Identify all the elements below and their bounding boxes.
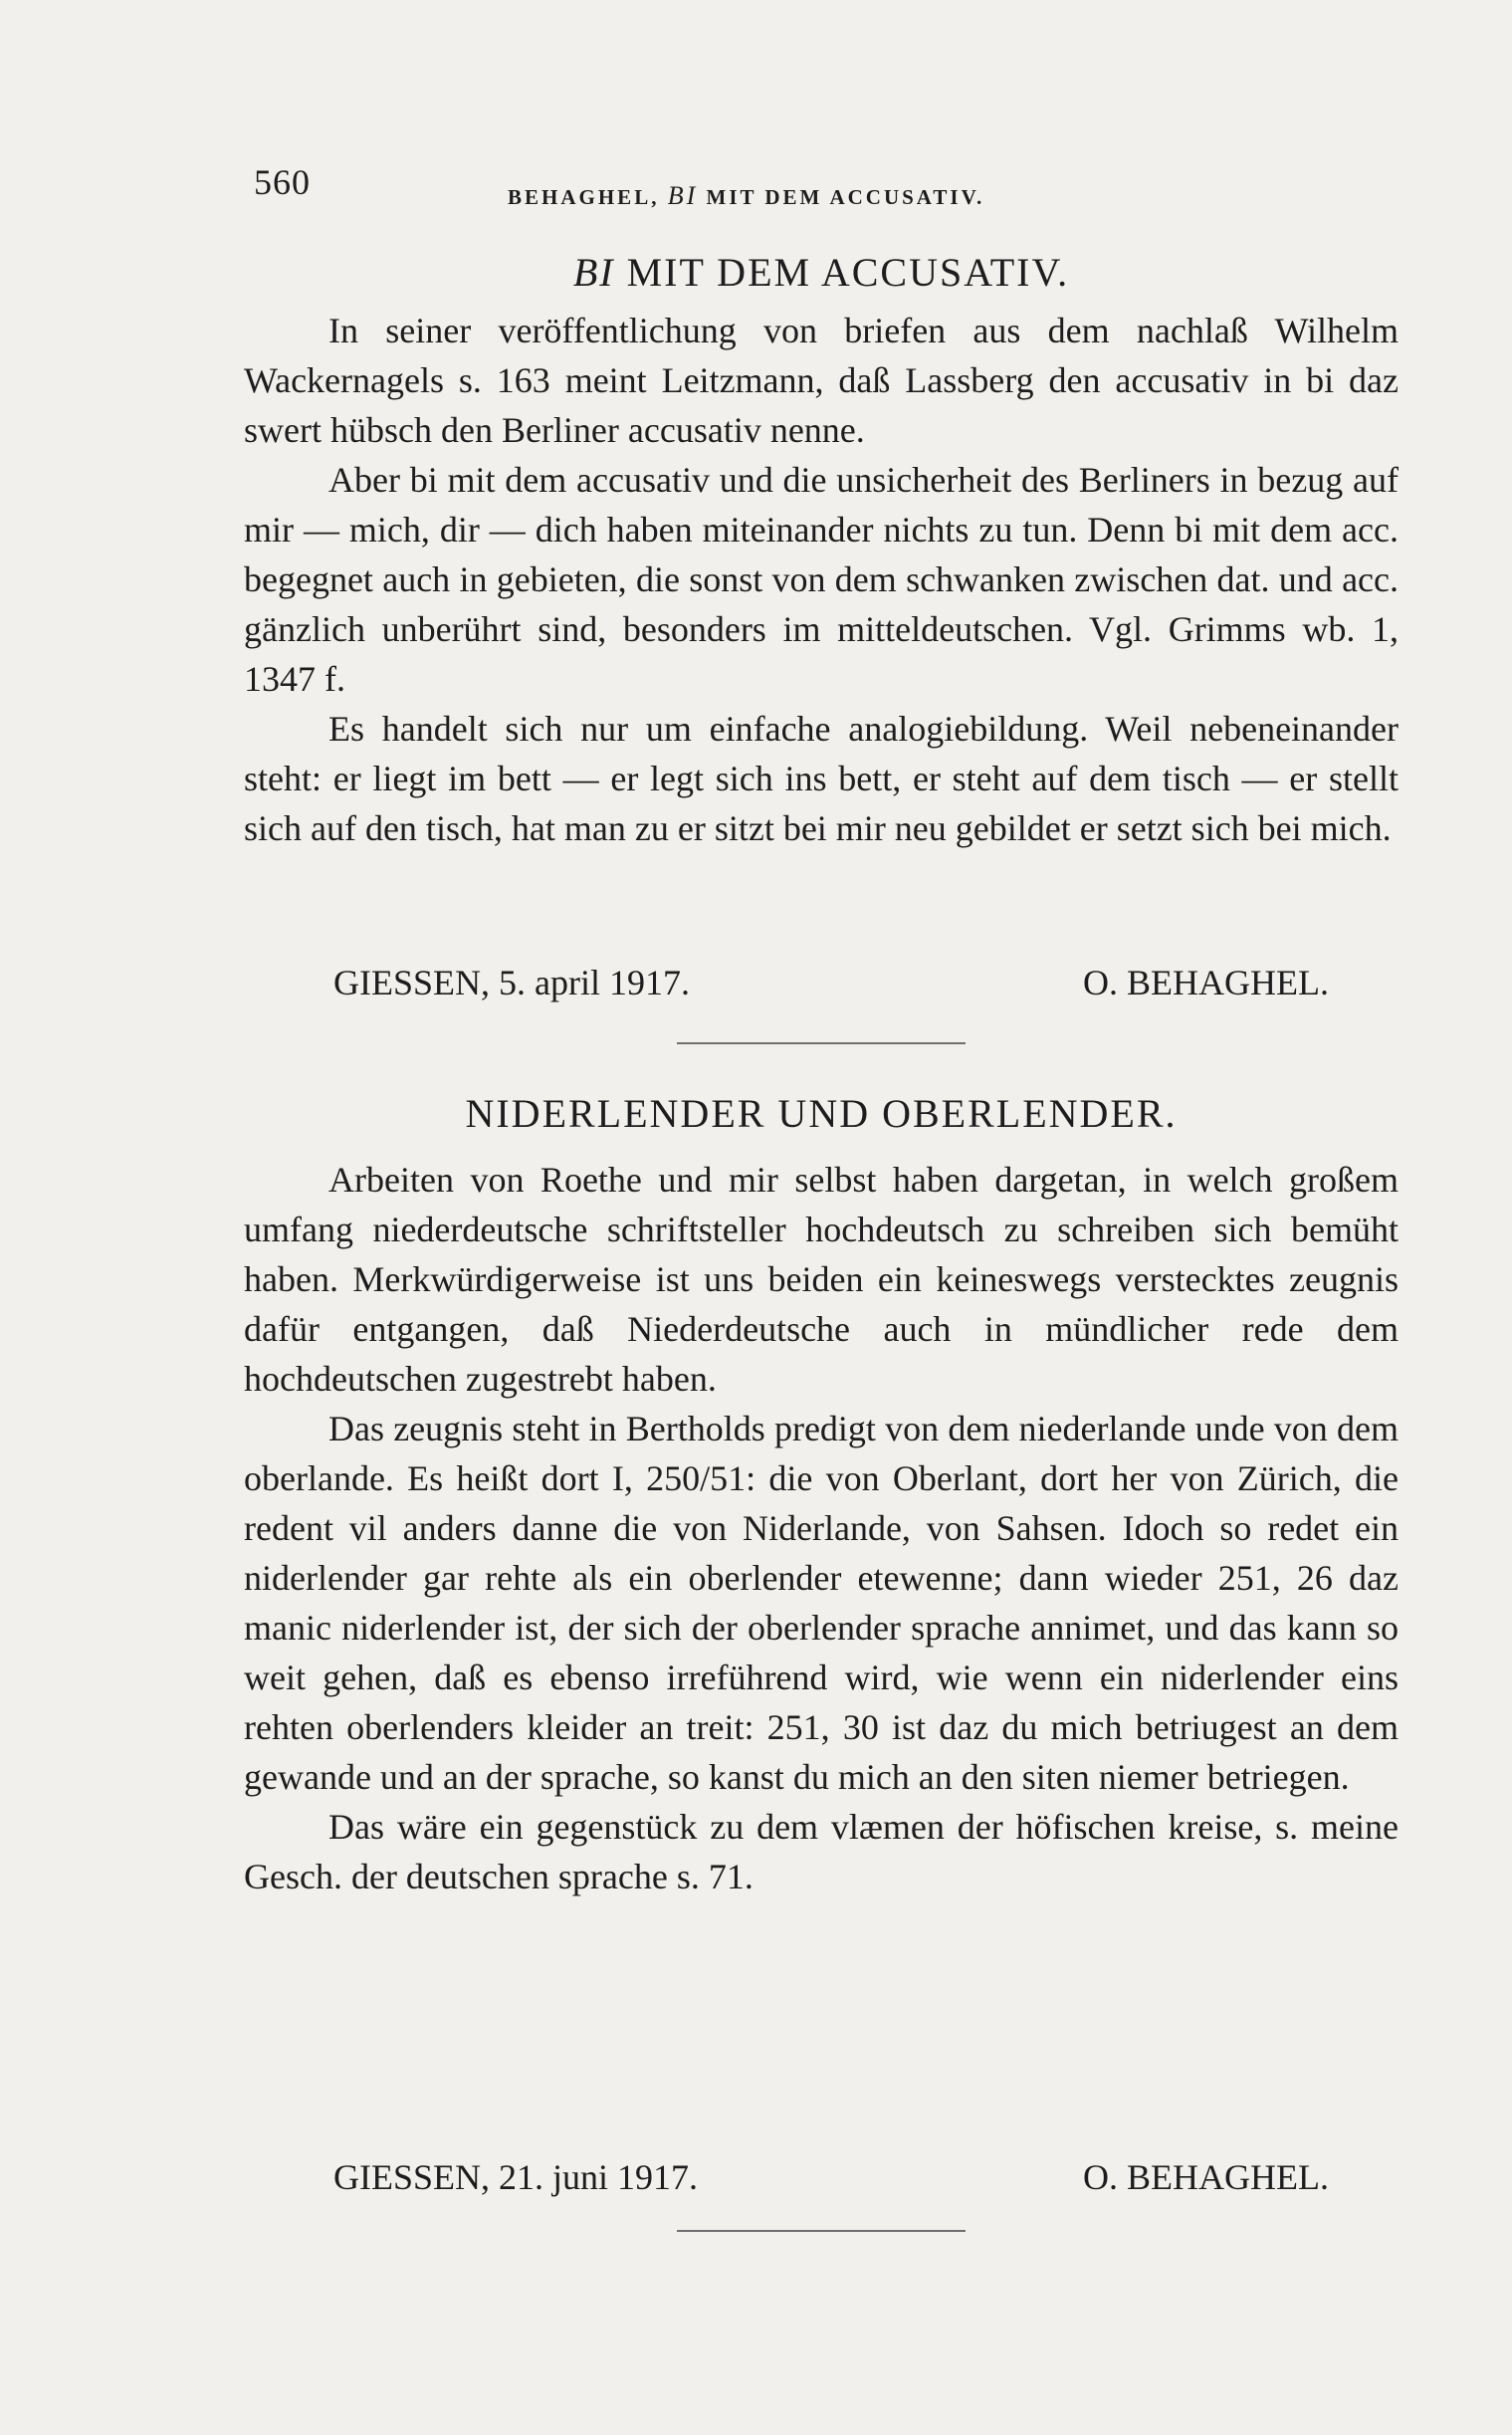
article-1-body — [244, 306, 1399, 853]
article-1-paragraph-2: Aber bi mit dem accusativ und die unsicherheit des Berliners in bezug auf mir — mich, dir — dich haben miteinander nichts zu tun. Denn bi mit dem acc. begegnet auch in gebieten, die sonst von dem schwanken zwischen dat. und acc. gänzlich unberührt sind, besonders im mitteldeutschen. Vgl. Grimms wb. 1, 1347 f. — [244, 460, 1399, 699]
article-1-paragraph-3: Es handelt sich nur um einfache analogiebildung. Weil nebeneinander steht: er liegt im bett — er legt sich ins bett, er steht auf dem tisch — er stellt sich auf den tisch, hat man zu er sitzt bei mir neu gebildet er setzt sich bei mich. — [244, 709, 1399, 848]
page-number: 560 — [254, 162, 311, 202]
article-1-signature — [244, 958, 1408, 1007]
article-2 — [244, 1090, 1399, 1137]
article-1-title-rest: MIT DEM ACCUSATIV. — [614, 250, 1070, 295]
running-title-post: MIT DEM ACCUSATIV. — [698, 185, 985, 209]
article-1-rule-wrap — [244, 1042, 1399, 1044]
article-2-paragraph-1: Arbeiten von Roethe und mir selbst haben dargetan, in welch großem umfang niederdeutsche schriftsteller hochdeutsch zu schreiben sich bemüht haben. Merkwürdigerweise ist uns beiden ein keineswegs verstecktes zeugnis dafür entgangen, daß Niederdeutsche auch in mündlicher rede dem hochdeutschen zugestrebt haben. — [244, 1160, 1399, 1399]
article-2-paragraph-3: Das wäre ein gegenstück zu dem vlæmen der höfischen kreise, s. meine Gesch. der deutschen sprache s. 71. — [244, 1807, 1399, 1896]
running-title — [508, 181, 984, 211]
article-2-signature — [244, 2152, 1408, 2202]
article-2-paragraph-2: Das zeugnis steht in Bertholds predigt von dem niederlande unde von dem oberlande. Es heißt dort I, 250/51: die von Oberlant, dort her von Zürich, die redent vil anders danne die von Niderlande, von Sahsen. Idoch so redet ein niderlender gar rehte als ein oberlender etewenne; dann wieder 251, 26 daz manic niderlender ist, der sich der oberlender sprache annimet, und das kann so weit gehen, daß es ebenso irreführend wird, wie wenn ein niderlender eins rehten oberlenders kleider an treit: 251, 30 ist daz du mich betriugest an dem gewande und an der sprache, so kanst du mich an den siten niemer betriegen. — [244, 1409, 1399, 1797]
article-2-body — [244, 1155, 1399, 1901]
article-2-place-date: GIESSEN, 21. juni 1917. — [333, 2157, 699, 2197]
end-divider — [677, 2230, 966, 2232]
section-divider — [677, 1042, 966, 1044]
running-title-em: BI — [667, 181, 699, 210]
article-2-title: NIDERLENDER UND OBERLENDER. — [465, 1091, 1178, 1136]
article-2-rule-wrap — [244, 2230, 1399, 2232]
article-1-paragraph-1: In seiner veröffentlichung von briefen aus dem nachlaß Wilhelm Wackernagels s. 163 meint Leitzmann, daß Lassberg den accusativ in bi daz swert hübsch den Berliner accusativ nenne. — [244, 311, 1399, 450]
article-2-author: O. BEHAGHEL. — [1083, 2157, 1329, 2197]
article-1-place-date: GIESSEN, 5. april 1917. — [333, 963, 690, 1002]
running-title-pre: BEHAGHEL, — [508, 185, 668, 209]
article-1 — [244, 249, 1399, 296]
article-1-title-em: BI — [572, 250, 615, 295]
article-1-author: O. BEHAGHEL. — [1083, 963, 1329, 1002]
article-1-title — [244, 249, 1399, 296]
running-head — [254, 161, 1349, 211]
